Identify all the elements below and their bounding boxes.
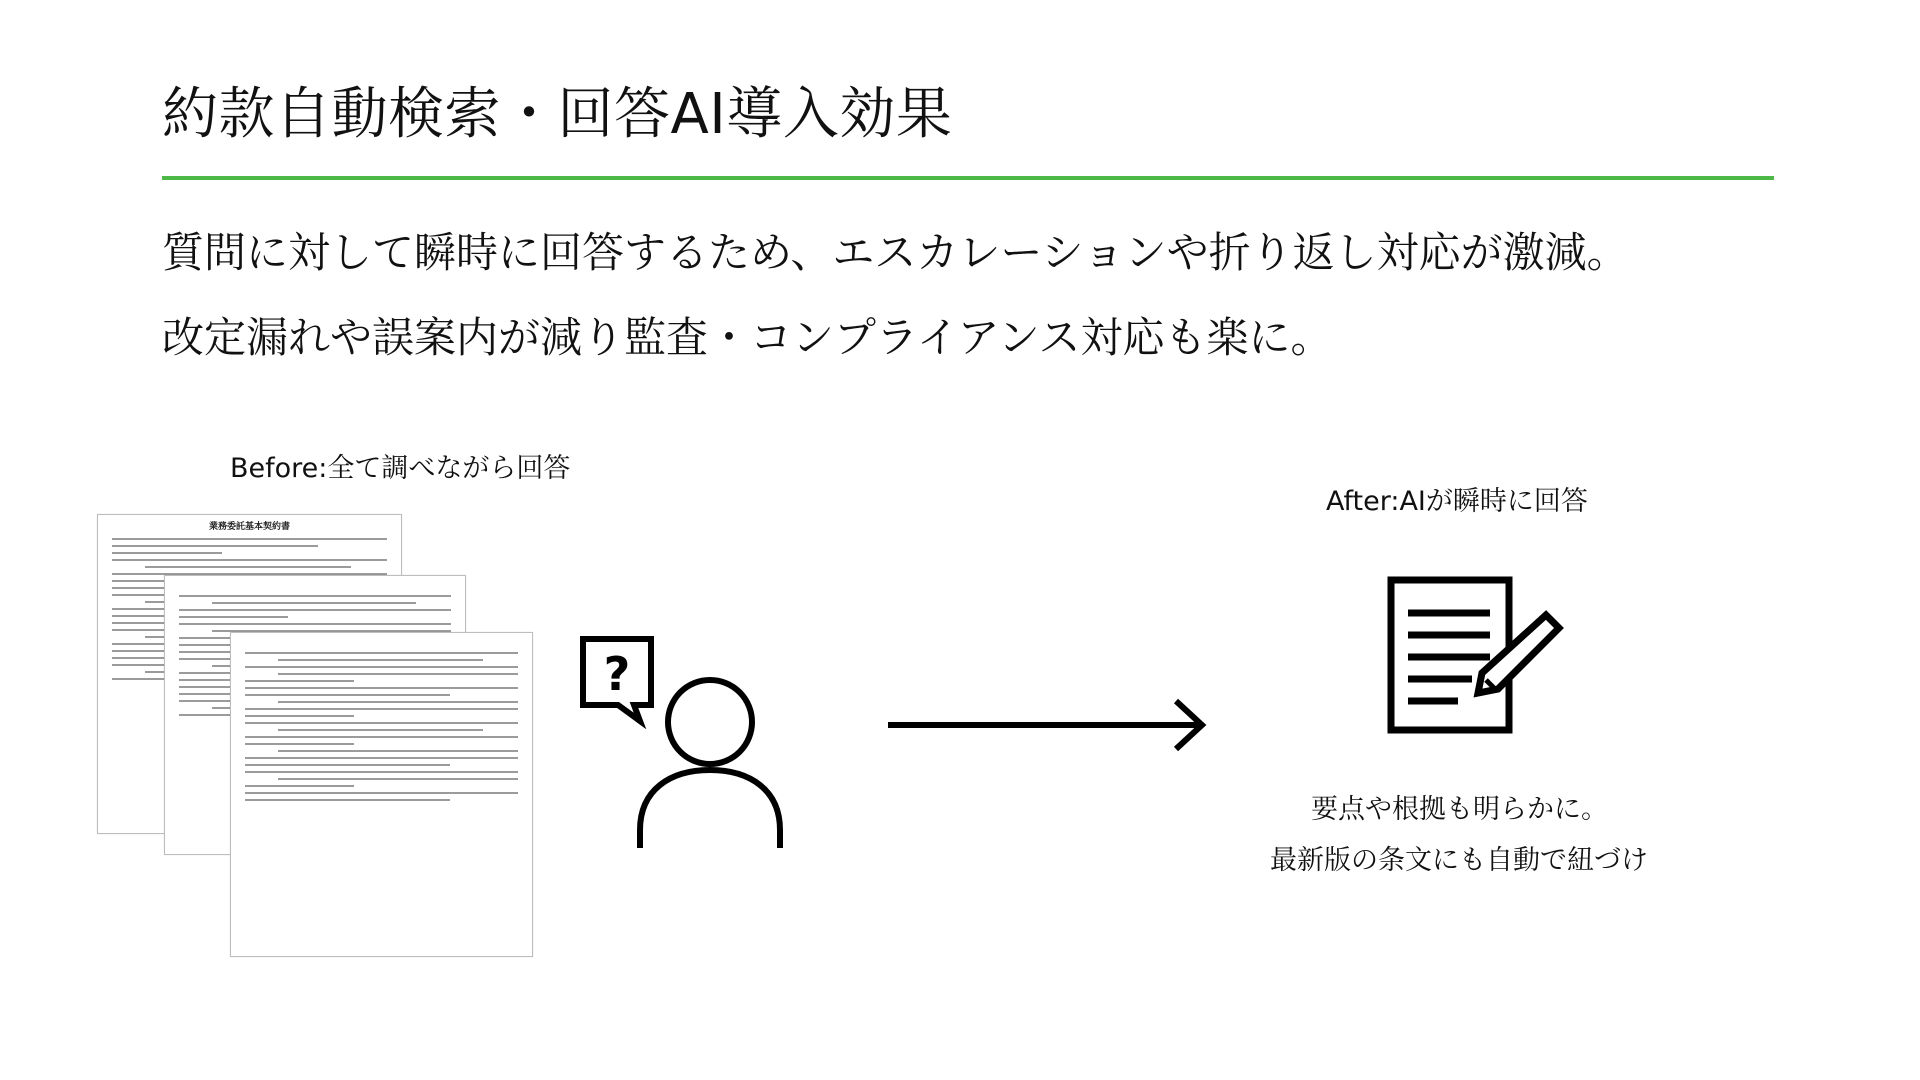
after-note-1: 要点や根拠も明らかに。 [1311,794,1608,825]
svg-text:?: ? [603,647,631,701]
after-caption: After:AIが瞬時に回答 [1326,486,1588,517]
document-title: 業務委託基本契約書 [208,522,290,532]
body-line-1: 質問に対して瞬時に回答するため、エスカレーションや折り返し対応が激減。 [162,228,1629,277]
person-icon [630,670,790,852]
document-edit-icon [1386,575,1566,735]
contract-page-3 [230,632,533,957]
right-arrow-icon [886,697,1210,753]
slide-title: 約款自動検索・回答AI導入効果 [162,82,953,147]
before-caption: Before:全て調べながら回答 [230,453,571,484]
body-line-2: 改定漏れや誤案内が減り監査・コンプライアンス対応も楽に。 [162,313,1333,362]
after-note-2: 最新版の条文にも自動で紐づけ [1270,845,1648,876]
title-divider [162,176,1774,180]
